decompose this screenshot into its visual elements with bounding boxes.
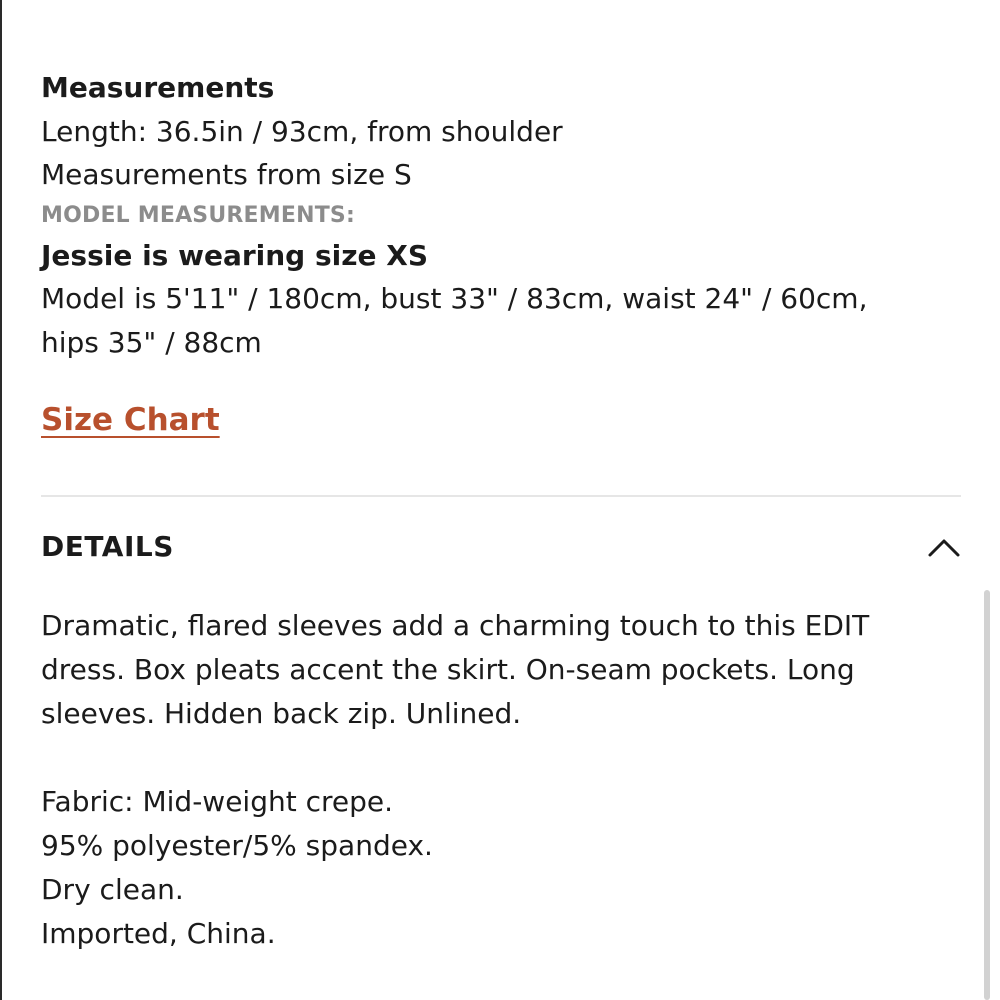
left-edge-rule: [0, 0, 2, 1000]
fabric-line: Fabric: Mid-weight crepe.: [41, 785, 394, 818]
scrollbar[interactable]: [984, 590, 990, 1000]
paragraph-spacer: [41, 736, 951, 780]
section-divider: [41, 495, 961, 497]
model-measurements-label: MODEL MEASUREMENTS:: [41, 202, 355, 228]
description-line: Dramatic, flared sleeves add a charming touch to this EDIT: [41, 609, 870, 642]
size-chart-link[interactable]: Size Chart: [41, 402, 220, 438]
model-stats-line-1: Model is 5'11" / 180cm, bust 33" / 83cm, waist 24" / 60cm,: [41, 282, 868, 315]
fabric-line: Imported, China.: [41, 917, 276, 950]
description-line: dress. Box pleats accent the skirt. On-seam pockets. Long: [41, 653, 855, 686]
measurements-section: [41, 66, 961, 364]
description-line: sleeves. Hidden back zip. Unlined.: [41, 697, 522, 730]
fabric-line: 95% polyester/5% spandex.: [41, 829, 433, 862]
details-content: [41, 604, 951, 956]
size-note: Measurements from size S: [41, 158, 412, 191]
details-accordion-header[interactable]: [41, 527, 961, 573]
details-title: DETAILS: [41, 530, 174, 563]
fabric-line: Dry clean.: [41, 873, 184, 906]
measurements-heading: Measurements: [41, 71, 275, 104]
chevron-up-icon[interactable]: [927, 535, 961, 559]
length-measurement: Length: 36.5in / 93cm, from shoulder: [41, 114, 563, 148]
model-size: Jessie is wearing size XS: [41, 238, 429, 272]
model-stats-line-2: hips 35" / 88cm: [41, 325, 262, 359]
